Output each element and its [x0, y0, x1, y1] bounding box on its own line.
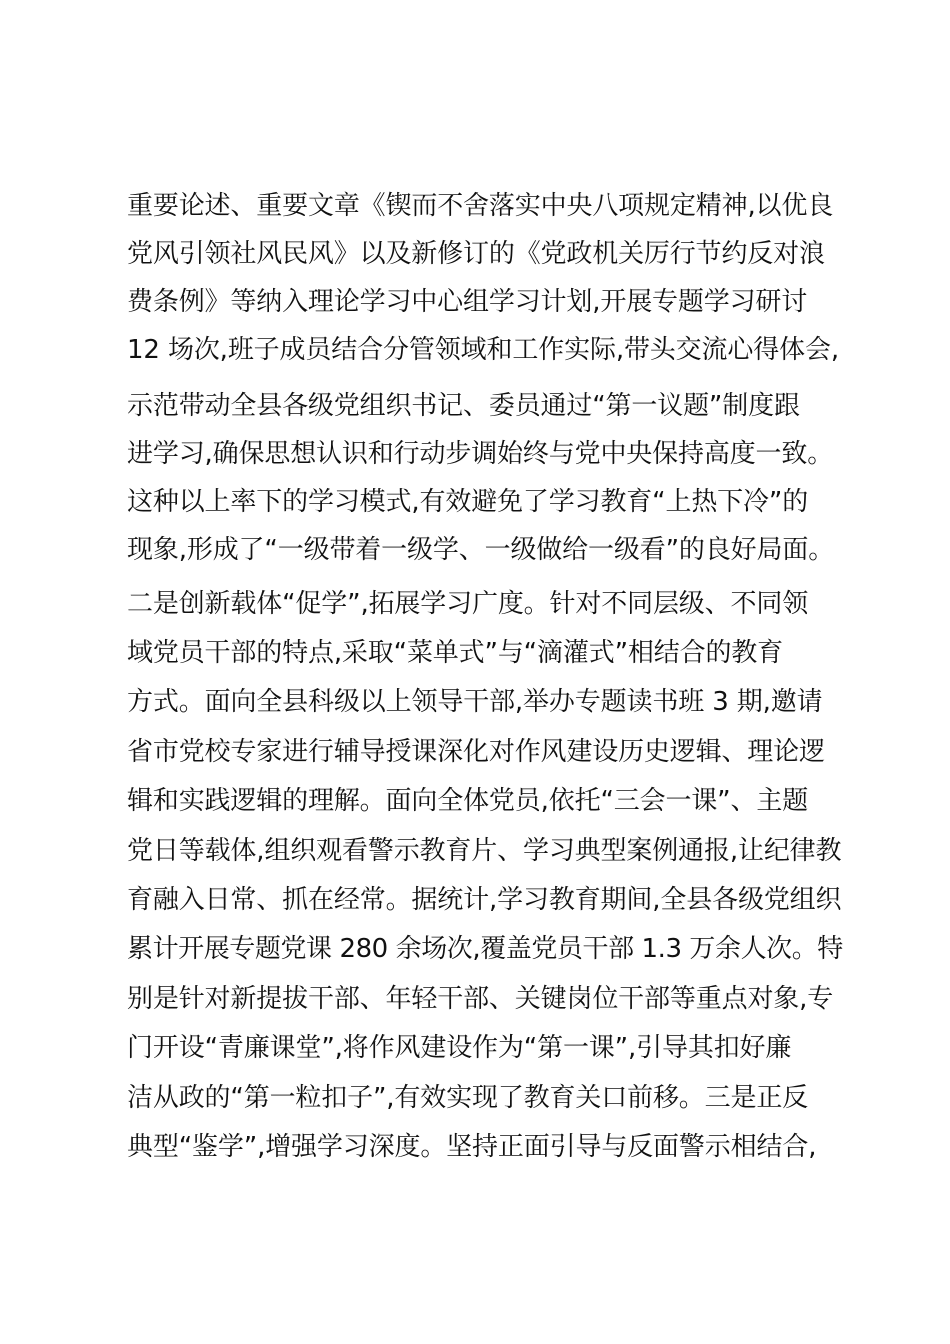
text-line: 现象,形成了“一级带着一级学、一级做给一级看”的良好局面。	[127, 535, 835, 565]
text-line: 典型“鉴学”,增强学习深度。坚持正面引导与反面警示相结合,	[127, 1132, 817, 1162]
text-line: 重要论述、重要文章《锲而不舍落实中央八项规定精神,以优良	[127, 191, 834, 221]
text-line: 门开设“青廉课堂”,将作风建设作为“第一课”,引导其扣好廉	[127, 1033, 792, 1063]
text-line: 费条例》等纳入理论学习中心组学习计划,开展专题学习研讨	[127, 287, 808, 317]
text-line: 域党员干部的特点,采取“菜单式”与“滴灌式”相结合的教育	[127, 638, 783, 668]
text-line: 党日等载体,组织观看警示教育片、学习典型案例通报,让纪律教	[127, 836, 842, 866]
text-line: 别是针对新提拔干部、年轻干部、关键岗位干部等重点对象,专	[127, 984, 834, 1014]
text-line: 辑和实践逻辑的理解。面向全体党员,依托“三会一课”、主题	[127, 786, 809, 816]
text-line: 省市党校专家进行辅导授课深化对作风建设历史逻辑、理论逻	[127, 737, 825, 767]
text-line: 示范带动全县各级党组织书记、委员通过“第一议题”制度跟	[127, 391, 800, 421]
text-line: 12 场次,班子成员结合分管领域和工作实际,带头交流心得体会,	[127, 335, 840, 365]
text-line: 方式。面向全县科级以上领导干部,举办专题读书班 3 期,邀请	[127, 687, 823, 717]
text-line: 进学习,确保思想认识和行动步调始终与党中央保持高度一致。	[127, 439, 834, 469]
text-line: 育融入日常、抓在经常。据统计,学习教育期间,全县各级党组织	[127, 885, 842, 915]
text-line: 累计开展专题党课 280 余场次,覆盖党员干部 1.3 万余人次。特	[127, 934, 843, 964]
text-line: 洁从政的“第一粒扣子”,有效实现了教育关口前移。三是正反	[127, 1083, 809, 1113]
text-line: 党风引领社风民风》以及新修订的《党政机关厉行节约反对浪	[127, 239, 825, 269]
text-line: 这种以上率下的学习模式,有效避免了学习教育“上热下冷”的	[127, 487, 809, 517]
text-line: 二是创新载体“促学”,拓展学习广度。针对不同层级、不同领	[127, 589, 809, 619]
